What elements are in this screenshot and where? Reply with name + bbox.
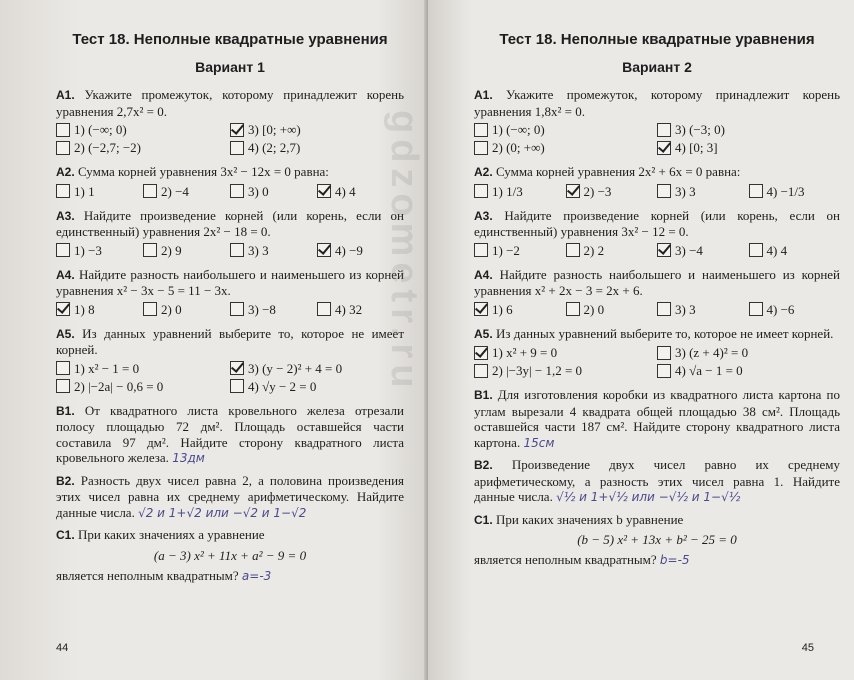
checkbox[interactable] [474,123,488,137]
option[interactable]: 4) −9 [317,243,404,258]
checkbox-checked[interactable] [566,184,580,198]
checkbox[interactable] [474,141,488,155]
option[interactable]: 4) 4 [749,243,841,258]
option[interactable]: 2) 2 [566,243,658,258]
option[interactable]: 4) −6 [749,302,841,317]
checkbox[interactable] [657,364,671,378]
checkbox-checked[interactable] [230,123,244,137]
option[interactable]: 1) (−∞; 0) [474,122,657,137]
option[interactable]: 3) [0; +∞) [230,122,404,137]
option[interactable]: 2) 0 [566,302,658,317]
checkbox[interactable] [566,243,580,257]
left-q-c1-end: является неполным квадратным? a=-3 [56,567,272,583]
right-a1-options-2 [474,140,840,155]
right-q-b2: В2. Произведение двух чисел равно их среднему арифметическому, а разность этих чисел равна 1. Найдите данные числа. √½ и 1+√½ или −√½ и 1−√½ [474,457,840,504]
left-q-a2: А2. Сумма корней уравнения 3x² − 12x = 0 равна: [56,164,329,179]
option[interactable]: 2) (0; +∞) [474,140,657,155]
checkbox[interactable] [317,302,331,316]
equation: (b − 5) x² + 13x + b² − 25 = 0 [577,532,737,547]
option[interactable]: 4) 4 [317,184,404,199]
option[interactable]: 1) x² + 9 = 0 [474,345,657,360]
handwritten-answer: b=-5 [659,553,690,567]
checkbox[interactable] [56,361,70,375]
checkbox[interactable] [230,184,244,198]
checkbox[interactable] [230,379,244,393]
left-a1-options [56,122,404,137]
right-q-a3: А3. Найдите произведение корней (или корень, если он единственный) уравнения 3x² − 12 = 0. [474,207,840,239]
option[interactable]: 1) −3 [56,243,143,258]
right-a1-options [474,122,840,137]
checkbox[interactable] [143,184,157,198]
checkbox[interactable] [56,379,70,393]
checkbox[interactable] [749,302,763,316]
checkbox[interactable] [657,302,671,316]
handwritten-answer: 15см [523,435,555,450]
checkbox[interactable] [56,141,70,155]
right-a2-options [474,184,840,199]
checkbox[interactable] [474,184,488,198]
checkbox-checked[interactable] [474,346,488,360]
left-variant: Вариант 1 [195,59,265,75]
option[interactable]: 4) (2; 2,7) [230,140,404,155]
left-q-a3: А3. Найдите произведение корней (или корень, если он единственный) уравнения 2x² − 18 = 0. [56,207,404,239]
checkbox[interactable] [143,302,157,316]
right-q-a2: А2. Сумма корней уравнения 2x² + 6x = 0 равна: [474,164,741,179]
option[interactable]: 4) √a − 1 = 0 [657,363,840,378]
handwritten-answer: a=-3 [241,568,272,583]
option[interactable]: 3) (y − 2)² + 4 = 0 [230,361,404,376]
page-number: 44 [56,642,69,654]
checkbox[interactable] [474,243,488,257]
left-q-a4: А4. Найдите разность наибольшего и наименьшего из корней уравнения x² − 3x − 5 = 11 − 3x. [56,266,405,298]
checkbox[interactable] [749,243,763,257]
checkbox-checked[interactable] [657,243,671,257]
checkbox[interactable] [56,243,70,257]
option[interactable]: 1) 1/3 [474,184,566,199]
option[interactable]: 4) [0; 3] [657,140,840,155]
option[interactable]: 3) 3 [230,243,317,258]
right-a4-options [474,302,840,317]
option[interactable]: 3) 3 [657,184,749,199]
left-q-b1: В1. От квадратного листа кровельного железа отрезали полосу площадью 72 дм². Площадь оставшейся части составила 97 дм². Найдите сторону квадратного листа кровельного железа. 13дм [56,402,405,465]
option[interactable]: 2) (−2,7; −2) [56,140,230,155]
left-a3-options [56,243,404,258]
checkbox[interactable] [143,243,157,257]
option[interactable]: 3) −8 [230,302,317,317]
right-q-a1: А1. Укажите промежуток, которому принадлежит корень уравнения 1,8x² = 0. [474,87,840,119]
option[interactable]: 3) (z + 4)² = 0 [657,345,840,360]
left-q-a5: А5. Из данных уравнений выберите то, которое не имеет корней. [56,325,405,357]
option[interactable]: 4) 32 [317,302,404,317]
handwritten-answer: √½ и 1+√½ или −√½ и 1−√½ [556,490,741,504]
option[interactable]: 4) −1/3 [749,184,841,199]
checkbox-checked[interactable] [657,141,671,155]
checkbox-checked[interactable] [474,302,488,316]
option[interactable]: 2) |−2a| − 0,6 = 0 [56,379,230,394]
option[interactable]: 1) 1 [56,184,143,199]
checkbox[interactable] [230,141,244,155]
checkbox[interactable] [657,346,671,360]
option[interactable]: 1) (−∞; 0) [56,122,230,137]
equation: (a − 3) x² + 11x + a² − 9 = 0 [153,547,307,563]
checkbox-checked[interactable] [317,243,331,257]
checkbox[interactable] [230,302,244,316]
option[interactable]: 1) −2 [474,243,566,258]
checkbox[interactable] [230,243,244,257]
left-a5-options-2 [56,379,404,394]
right-a3-options [474,243,840,258]
left-a1-options-2 [56,140,404,155]
left-a5-options [56,361,404,376]
checkbox[interactable] [657,123,671,137]
checkbox-checked[interactable] [230,361,244,375]
checkbox[interactable] [566,302,580,316]
right-variant: Вариант 2 [622,59,692,75]
right-q-a4: А4. Найдите разность наибольшего и наименьшего из корней уравнения x² + 2x − 3 = 2x + 6. [474,266,841,298]
option[interactable]: 4) √y − 2 = 0 [230,379,404,394]
checkbox[interactable] [56,123,70,137]
handwritten-answer: √2 и 1+√2 или −√2 и 1−√2 [138,505,307,520]
option[interactable]: 3) 3 [657,302,749,317]
left-q-a1: А1. Укажите промежуток, которому принадлежит корень уравнения 2,7x² = 0. [56,87,405,119]
right-q-a5: А5. Из данных уравнений выберите то, которое не имеет корней. [474,325,834,341]
option[interactable]: 2) −3 [566,184,658,199]
option[interactable]: 2) |−3y| − 1,2 = 0 [474,363,657,378]
checkbox-checked[interactable] [56,302,70,316]
option[interactable]: 3) 0 [230,184,317,199]
option[interactable]: 2) 9 [143,243,230,258]
left-q-c1: С1. При каких значениях a уравнение [56,527,265,542]
checkbox[interactable] [56,184,70,198]
right-title: Тест 18. Неполные квадратные уравнения [499,31,815,48]
option[interactable]: 2) −4 [143,184,230,199]
left-a2-options [56,184,404,199]
option[interactable]: 2) 0 [143,302,230,317]
option[interactable]: 1) 8 [56,302,143,317]
option[interactable]: 3) (−3; 0) [657,122,840,137]
checkbox[interactable] [657,184,671,198]
page-number: 45 [801,642,814,654]
watermark: gdzometr.ru [383,110,425,394]
left-title: Тест 18. Неполные квадратные уравнения [72,31,388,48]
right-a5-options [474,345,840,360]
option[interactable]: 1) 6 [474,302,566,317]
left-q-b2: В2. Разность двух чисел равна 2, а половина произведения этих чисел равна их среднему арифметическому. Найдите данные числа. √2 и 1+√2 или −√2 и 1−√2 [56,472,405,520]
option[interactable]: 3) −4 [657,243,749,258]
checkbox-checked[interactable] [317,184,331,198]
right-q-b1: В1. Для изготовления коробки из квадратного листа картона по углам вырезали 4 квадрата общей площадью 38 см². Площадь оставшейся части 187 см². Найдите сторону квадратного листа картона. 15см [474,387,841,450]
right-q-c1-end: является неполным квадратным? b=-5 [474,552,690,567]
handwritten-answer: 13дм [172,451,205,465]
option[interactable]: 1) x² − 1 = 0 [56,361,230,376]
right-a5-options-2 [474,363,840,378]
right-q-c1: С1. При каких значениях b уравнение [474,511,684,527]
right-page [428,0,854,680]
checkbox[interactable] [474,364,488,378]
left-a4-options [56,302,404,317]
checkbox[interactable] [749,184,763,198]
